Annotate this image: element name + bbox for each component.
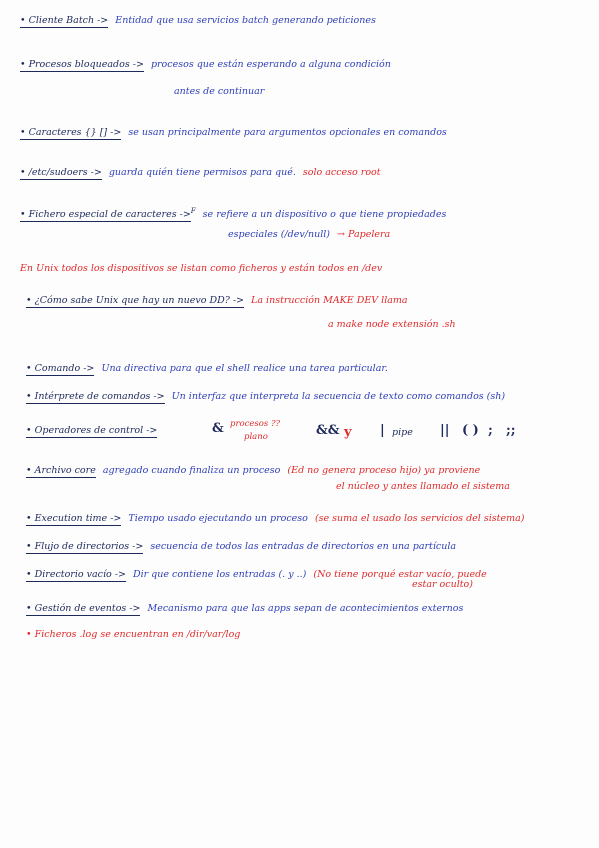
note-cliente-batch [20, 16, 376, 26]
term-label: • Intérprete de comandos -> [26, 391, 165, 402]
superscript-mark: F [190, 207, 196, 215]
operator-note-2: plano [244, 432, 268, 442]
term-label: • Execution time -> [26, 513, 122, 524]
note-ficheros-log: • Ficheros .log se encuentran en /dir/var/log [26, 629, 241, 640]
operator-pipe-meaning: pipe [392, 427, 413, 438]
term-label: • Cliente Batch -> [20, 15, 109, 26]
operator-ampersand: & [212, 421, 224, 436]
note-text: solo acceso root [302, 167, 381, 178]
definition-text: Entidad que usa servicios batch generando peticiones [115, 15, 376, 26]
term-label: • Operadores de control -> [26, 425, 158, 436]
term-label: • Flujo de directorios -> [26, 541, 144, 552]
term-label: • Directorio vacío -> [26, 569, 126, 580]
note-como-sabe-unix [26, 296, 408, 306]
note-continuation: a make node extensión .sh [328, 319, 456, 330]
definition-text: Mecanismo para que las apps sepan de acontecimientos externos [147, 603, 464, 614]
note-operadores [26, 426, 157, 436]
definition-continuation: antes de continuar [174, 86, 265, 97]
note-flujo [26, 542, 456, 552]
definition-text: Un interfaz que interpreta la secuencia de texto como comandos (sh) [171, 391, 506, 402]
operator-note: procesos ?? [230, 419, 281, 429]
definition-continuation: especiales (/dev/null) [228, 229, 330, 240]
operator-and: && [316, 423, 340, 438]
note-interprete [26, 392, 505, 402]
term-label: • ¿Cómo sabe Unix que hay un nuevo DD? -> [26, 295, 245, 306]
definition-text: se refiere a un dispositivo o que tiene propiedades [202, 209, 447, 221]
definition-continuation-row [228, 230, 390, 240]
note-sudoers [20, 168, 381, 178]
operator-parens: ( ) [462, 423, 479, 438]
note-text: (se suma el usado los servicios del sistema) [314, 513, 525, 524]
note-text: (Ed no genera proceso hijo) ya proviene [287, 465, 481, 476]
term-label: • Archivo core [26, 465, 96, 476]
note-caracteres [20, 128, 447, 138]
operator-or: || [440, 423, 450, 438]
note-comando [26, 364, 388, 374]
note-gestion-eventos [26, 604, 463, 614]
term-label: • Fichero especial de caracteres -> [20, 209, 191, 221]
definition-text: Tiempo usado ejecutando un proceso [128, 513, 308, 524]
operator-semicolon: ; [488, 423, 493, 438]
definition-text: secuencia de todos las entradas de directorios en una partícula [150, 541, 457, 552]
definition-text: procesos que están esperando a alguna condición [150, 59, 391, 70]
term-label: • Gestión de eventos -> [26, 603, 141, 614]
note-text: (No tiene porqué estar vacío, puede [313, 569, 487, 580]
note-continuation: estar oculto) [412, 579, 473, 590]
definition-text: agregado cuando finaliza un proceso [102, 465, 281, 476]
note-text: La instrucción MAKE DEV llama [251, 295, 408, 306]
term-label: • Caracteres {} [] -> [20, 127, 122, 138]
operator-and-meaning: y [344, 425, 352, 440]
note-execution-time [26, 514, 524, 524]
term-label: • Comando -> [26, 363, 95, 374]
definition-text: Una directiva para que el shell realice una tarea particular. [101, 363, 388, 374]
note-procesos-bloqueados [20, 60, 391, 70]
operator-pipe: | [380, 423, 385, 438]
definition-text: guarda quién tiene permisos para qué. [108, 167, 296, 178]
note-fichero-especial [20, 208, 446, 220]
definition-text: Dir que contiene los entradas (. y ..) [132, 569, 307, 580]
term-label: • Procesos bloqueados -> [20, 59, 144, 70]
operator-double-semicolon: ;; [506, 423, 516, 438]
note-en-unix: En Unix todos los dispositivos se listan como ficheros y están todos en /dev [20, 263, 383, 274]
term-label: • /etc/sudoers -> [20, 167, 102, 178]
definition-text: se usan principalmente para argumentos opcionales en comandos [128, 127, 447, 138]
note-archivo-core [26, 466, 480, 476]
note-text: → Papelera [337, 229, 391, 240]
note-continuation: el núcleo y antes llamado el sistema [336, 481, 510, 492]
